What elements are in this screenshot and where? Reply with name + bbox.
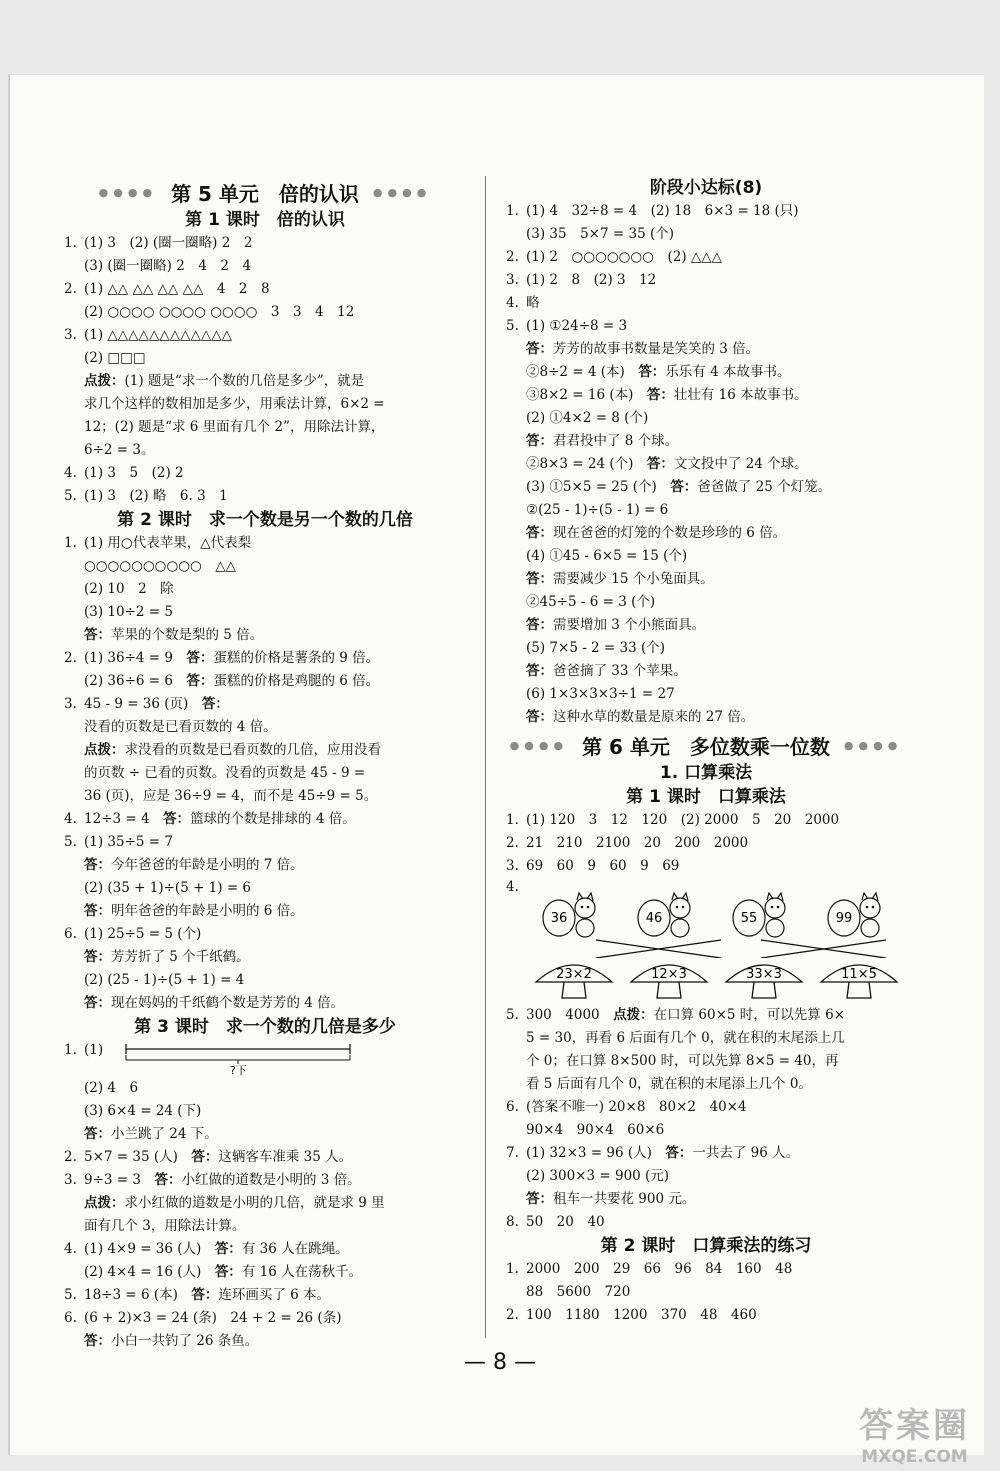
answer-line <box>64 462 466 485</box>
answer-line <box>64 1192 466 1215</box>
line-text: 一共去了 96 人。 <box>692 1145 800 1161</box>
answer-line <box>506 522 906 545</box>
answer-line <box>506 499 906 522</box>
lesson-3-answers <box>64 1077 466 1353</box>
match-lines <box>506 938 906 958</box>
line-text: 蛋糕的价格是薯条的 9 倍。 <box>213 650 380 666</box>
line-number: 3. <box>64 1172 77 1188</box>
squirrel-icon <box>541 892 607 938</box>
line-label: 点拨： <box>84 742 125 758</box>
line-text: (2) 4×4 = 16 (人) <box>84 1264 215 1280</box>
line-text: (1) 3 (2) 略 6. 3 1 <box>84 488 228 504</box>
line-text: 租车一共要花 900 元。 <box>553 1191 696 1207</box>
line-text: 88 5600 720 <box>526 1284 631 1300</box>
line-number: 2. <box>64 1149 77 1165</box>
answer-line <box>64 485 466 508</box>
stage-title: 阶段小达标(8) <box>649 178 763 198</box>
tape-diagram-svg <box>64 1039 466 1077</box>
column-divider <box>485 176 486 1338</box>
answer-line <box>506 1119 906 1142</box>
line-label: 答： <box>526 1191 553 1207</box>
answer-line <box>506 1073 906 1096</box>
line-text: 有 16 人在荡秋千。 <box>241 1264 363 1280</box>
answer-line <box>506 1096 906 1119</box>
line-text: 乐乐有 4 本故事书。 <box>665 364 791 380</box>
answer-line <box>64 831 466 854</box>
line-text: 这种水草的数量是原来的 27 倍。 <box>553 709 755 725</box>
answer-line <box>506 476 906 499</box>
squirrel-number: 99 <box>835 911 852 927</box>
line-text: (3) 6×4 = 24 (下) <box>84 1103 202 1119</box>
answer-line <box>64 624 466 647</box>
line-text: ②8÷2 = 4 (本) <box>526 364 639 380</box>
line-text: 的页数 ÷ 已看的页数。没看的页数是 45 - 9 = <box>84 765 366 781</box>
line-text: (1) 4×9 = 36 (人) <box>84 1241 215 1257</box>
line-label: 答： <box>84 903 111 919</box>
answer-line <box>64 370 466 393</box>
line-number: 1. <box>506 1261 519 1277</box>
answer-line <box>506 200 906 223</box>
answer-line <box>506 1027 906 1050</box>
answer-line <box>506 1258 906 1281</box>
line-label: 答： <box>191 1149 219 1165</box>
line-number: 4. <box>506 295 519 311</box>
lesson-3-title: 第 3 课时 求一个数的几倍是多少 <box>134 1017 396 1037</box>
line-text: 求几个这样的数相加是多少，用乘法计算，6×2 = <box>84 396 385 412</box>
line-text: (2) 10 2 除 <box>84 581 174 597</box>
answer-line <box>64 532 466 555</box>
line-number: 4. <box>64 1241 77 1257</box>
answer-line <box>506 269 906 292</box>
answer-line <box>64 255 466 278</box>
line-label: 答： <box>186 650 214 666</box>
line-number: 6. <box>506 1099 519 1115</box>
line-number: 1. <box>64 535 77 551</box>
line-text: (3) 10÷2 = 5 <box>84 604 173 620</box>
line-text: 在口算 60×5 时，可以先算 6× <box>653 1007 845 1023</box>
line-label: 答： <box>84 1126 111 1142</box>
line-label: 答： <box>526 433 553 449</box>
line-text: (答案不唯一) 20×8 80×2 40×4 <box>526 1099 747 1115</box>
line-text: ②(25 - 1)÷(5 - 1) = 6 <box>526 502 669 518</box>
answer-line <box>506 407 906 430</box>
answer-line <box>506 223 906 246</box>
line-number: 5. <box>506 1007 519 1023</box>
line-text: (2) □□□ <box>84 350 146 366</box>
line-number: 6. <box>64 1310 77 1326</box>
line-label: 点拨： <box>613 1007 654 1023</box>
line-text: 2000 200 29 66 96 84 160 48 <box>526 1261 793 1277</box>
line-text: 需要增加 3 个小熊面具。 <box>553 617 706 633</box>
answer-line <box>64 1146 466 1169</box>
line-text: 100 1180 1200 370 48 460 <box>526 1307 757 1323</box>
answer-line <box>506 1304 906 1327</box>
line-text: 需要减少 15 个小兔面具。 <box>553 571 714 587</box>
answer-line <box>64 877 466 900</box>
line-number: 1. <box>506 203 519 219</box>
line-label: 答： <box>646 387 674 403</box>
line-label: 答： <box>84 1333 111 1349</box>
line-text: (6) 1×3×3×3÷1 = 27 <box>526 686 675 702</box>
subsection-title: 1. 口算乘法 <box>659 763 753 783</box>
line-label: 答： <box>201 696 229 712</box>
line-text: 芳芳折了 5 个千纸鹤。 <box>111 949 250 965</box>
line-label: 答： <box>214 1264 242 1280</box>
line-text: 爸爸做了 25 个灯笼。 <box>697 479 832 495</box>
line-label: 答： <box>526 709 553 725</box>
line-label: 答： <box>186 673 214 689</box>
answer-line <box>506 1004 906 1027</box>
mushroom-expression: 33×3 <box>745 967 782 982</box>
lesson-1-answers-top <box>506 809 906 878</box>
answer-line <box>506 855 906 878</box>
answer-line <box>506 246 906 269</box>
line-text: (2) 300×3 = 900 (元) <box>526 1168 670 1184</box>
line-text: 个 0；在口算 8×500 时，可以先算 8×5 = 40，再 <box>526 1053 839 1069</box>
answer-line <box>506 683 906 706</box>
line-text: 小白一共钓了 26 条鱼。 <box>111 1333 259 1349</box>
line-text: (1) 32×3 = 96 (人) <box>526 1145 666 1161</box>
watermark-url: MXQE.COM <box>861 1447 968 1467</box>
answer-line <box>506 637 906 660</box>
line-text: 12；(2) 题是“求 6 里面有几个 2”，用除法计算， <box>84 419 385 435</box>
answer-line <box>506 832 906 855</box>
answer-line <box>64 969 466 992</box>
line-label: 答： <box>214 1241 242 1257</box>
line-number: 1. <box>64 1042 77 1058</box>
mushroom-icon <box>629 958 709 1000</box>
line-text: (3) (圈一圈略) 2 4 2 4 <box>84 258 252 274</box>
line-text: 这辆客车准乘 35 人。 <box>218 1149 353 1165</box>
line-text: (1) 3 5 (2) 2 <box>84 465 184 481</box>
line-label: 答： <box>646 456 674 472</box>
line-text: (2) ○○○○ ○○○○ ○○○○ 3 3 4 12 <box>84 304 355 320</box>
answer-line <box>506 361 906 384</box>
answer-line <box>64 762 466 785</box>
line-text: (3) ①5×5 = 25 (个) <box>526 479 671 495</box>
line-text: 69 60 9 60 9 69 <box>526 858 680 874</box>
line-number: 2. <box>506 249 519 265</box>
line-text: 90×4 90×4 60×6 <box>526 1122 665 1138</box>
line-text: 今年爸爸的年龄是小明的 7 倍。 <box>111 857 304 873</box>
line-text: (1) 2 ○○○○○○○ (2) △△△ <box>526 249 723 265</box>
line-text: (2) 4 6 <box>84 1080 139 1096</box>
line-text: (5) 7×5 - 2 = 33 (个) <box>526 640 666 656</box>
lesson-1-title: 第 1 课时 倍的认识 <box>185 210 345 230</box>
line-text: 求没看的页数是已看页数的几倍，应用没看 <box>124 742 381 758</box>
answer-line <box>64 1307 466 1330</box>
line-text: 小兰跳了 24 下。 <box>111 1126 218 1142</box>
answer-line <box>64 808 466 831</box>
lesson-2-answers <box>506 1258 906 1327</box>
line-text: 看 5 后面有几个 0，就在积的末尾添上几个 0。 <box>526 1076 812 1092</box>
line-number: 3. <box>64 696 77 712</box>
answer-line <box>64 739 466 762</box>
squirrel-number: 55 <box>740 911 757 927</box>
line-text: (1) 25÷5 = 5 (个) <box>84 926 202 942</box>
mushroom-row <box>506 958 906 1000</box>
line-text: (1) 4 32÷8 = 4 (2) 18 6×3 = 18 (只) <box>526 203 799 219</box>
answer-line <box>64 1215 466 1238</box>
squirrel-mushroom-figure <box>506 878 906 1004</box>
line-label: 答： <box>526 663 553 679</box>
lesson-1-title: 第 1 课时 口算乘法 <box>626 787 786 807</box>
line-label: 答： <box>154 1172 182 1188</box>
mushroom-icon <box>819 958 899 1000</box>
stage-answers <box>506 200 906 729</box>
line-label: 答： <box>665 1145 693 1161</box>
answer-line <box>64 1077 466 1100</box>
tape-diagram <box>64 1039 466 1077</box>
line-number: 3. <box>506 858 519 874</box>
answer-line <box>64 854 466 877</box>
line-text: (1) 35÷5 = 7 <box>84 834 173 850</box>
mushroom-expression: 12×3 <box>650 967 687 982</box>
line-text: (6 + 2)×3 = 24 (条) 24 + 2 = 26 (条) <box>84 1310 342 1326</box>
answer-line <box>64 1261 466 1284</box>
answer-line <box>64 301 466 324</box>
line-text: 36 (页)，应是 36÷9 = 4，而不是 45÷9 = 5。 <box>84 788 378 804</box>
answer-line <box>506 338 906 361</box>
unit-6-title: 第 6 单元 多位数乘一位数 <box>582 734 830 759</box>
line-text: 爸爸摘了 33 个苹果。 <box>553 663 687 679</box>
answer-line <box>64 1284 466 1307</box>
line-text: 求小红做的道数是小明的几倍，就是求 9 里 <box>124 1195 385 1211</box>
decor-dots-right: ●●●● <box>372 185 432 199</box>
answer-line <box>64 670 466 693</box>
mushroom-icon <box>724 958 804 1000</box>
answer-line <box>64 992 466 1015</box>
answer-line <box>64 647 466 670</box>
answer-line <box>506 614 906 637</box>
line-text: 小红做的道数是小明的 3 倍。 <box>181 1172 361 1188</box>
line-text: (1) 用○代表苹果，△代表梨 <box>84 535 252 551</box>
answer-line <box>506 1050 906 1073</box>
answer-line <box>64 716 466 739</box>
squirrel-number: 36 <box>550 911 567 927</box>
answer-line <box>506 591 906 614</box>
line-text: ○○○○○○○○○○ △△ <box>84 558 237 574</box>
squirrel-row <box>506 892 906 938</box>
line-number: 2. <box>506 835 519 851</box>
line-number: 1. <box>64 235 77 251</box>
squirrel-icon <box>636 892 702 938</box>
line-text: (1) 2 8 (2) 3 12 <box>526 272 657 288</box>
line-text: 芳芳的故事书数量是笑笑的 3 倍。 <box>553 341 760 357</box>
line-text: 君君投中了 8 个球。 <box>553 433 679 449</box>
tape-label: (1) <box>84 1042 104 1058</box>
line-number: 6. <box>64 926 77 942</box>
line-text: 6÷2 = 3。 <box>84 442 155 458</box>
line-number: 2. <box>64 281 77 297</box>
line-text: 篮球的个数是排球的 4 倍。 <box>190 811 356 827</box>
line-number: 5. <box>64 834 77 850</box>
squirrel-number: 46 <box>645 911 662 927</box>
answer-line <box>506 1211 906 1234</box>
line-label: 点拨： <box>84 1195 125 1211</box>
lesson-2-title: 第 2 课时 求一个数是另一个数的几倍 <box>117 510 413 530</box>
line-text: 5 = 30，再看 6 后面有几个 0，就在积的末尾添上几 <box>526 1030 845 1046</box>
page-number: — 8 — <box>464 1350 536 1375</box>
line-text: (1) 3 (2) (圈一圈略) 2 2 <box>84 235 253 251</box>
answer-line <box>64 555 466 578</box>
answer-line <box>64 1169 466 1192</box>
line-text: 明年爸爸的年龄是小明的 6 倍。 <box>111 903 304 919</box>
line-number: 5. <box>506 318 519 334</box>
lesson-2-answers <box>64 532 466 1015</box>
line-text: (1) △△ △△ △△ △△ 4 2 8 <box>84 281 270 297</box>
answer-line <box>64 278 466 301</box>
answer-line <box>64 393 466 416</box>
answer-line <box>64 785 466 808</box>
line-text: 21 210 2100 20 200 2000 <box>526 835 749 851</box>
mushroom-expression: 11×5 <box>840 967 877 982</box>
line-text: 18÷3 = 6 (本) <box>84 1287 192 1303</box>
line-label: 答： <box>84 949 111 965</box>
decor-dots-left: ●●●● <box>509 738 569 752</box>
answer-line <box>64 439 466 462</box>
line-text: (1) 题是“求一个数的几倍是多少”，就是 <box>124 373 365 389</box>
line-text: 5×7 = 35 (人) <box>84 1149 192 1165</box>
answer-line <box>64 900 466 923</box>
unit-5-header <box>64 176 466 208</box>
squirrel-icon <box>731 892 797 938</box>
line-label: 答： <box>638 364 666 380</box>
line-text: (3) 35 5×7 = 35 (个) <box>526 226 674 242</box>
answer-line <box>64 324 466 347</box>
line-number: 5. <box>64 1287 77 1303</box>
line-number: 5. <box>64 488 77 504</box>
line-label: 答： <box>526 341 553 357</box>
line-number: 4. <box>64 811 77 827</box>
answer-line <box>506 384 906 407</box>
decor-dots-right: ●●●● <box>843 738 903 752</box>
line-label: 答： <box>526 571 553 587</box>
answer-line <box>64 693 466 716</box>
line-text: ②45÷5 - 6 = 3 (个) <box>526 594 656 610</box>
line-number: 7. <box>506 1145 519 1161</box>
lesson-1-answers-bottom <box>506 1004 906 1234</box>
line-text: 连环画买了 6 本。 <box>218 1287 331 1303</box>
line-number: 3. <box>506 272 519 288</box>
left-column <box>64 176 466 1353</box>
line-number: 1. <box>506 812 519 828</box>
mushroom-expression: 23×2 <box>555 967 592 982</box>
answer-line <box>64 1238 466 1261</box>
answer-line <box>64 946 466 969</box>
line-number: 2. <box>506 1307 519 1323</box>
answer-line <box>64 923 466 946</box>
answer-line <box>64 416 466 439</box>
line-label: 答： <box>526 617 553 633</box>
answer-line <box>64 347 466 370</box>
line-label: 答： <box>191 1287 219 1303</box>
line-text: 面有几个 3，用除法计算。 <box>84 1218 246 1234</box>
answer-line <box>506 1142 906 1165</box>
line-text: (2) (35 + 1)÷(5 + 1) = 6 <box>84 880 252 896</box>
answer-line <box>64 1123 466 1146</box>
line-number: 8. <box>506 1214 519 1230</box>
line-number: 3. <box>64 327 77 343</box>
answer-line <box>506 430 906 453</box>
tape-question: ?下 <box>230 1064 247 1077</box>
line-label: 答： <box>670 479 698 495</box>
watermark-main: 答案圈 <box>859 1406 970 1446</box>
unit-5-title: 第 5 单元 倍的认识 <box>171 181 359 206</box>
line-label: 答： <box>526 525 553 541</box>
answer-line <box>64 578 466 601</box>
line-text: 略 <box>526 295 540 311</box>
line-label: 答： <box>84 627 111 643</box>
squirrel-icon <box>826 892 892 938</box>
answer-line <box>506 1165 906 1188</box>
line-text: (1) ①24÷8 = 3 <box>526 318 628 334</box>
lesson-1-answers <box>64 232 466 508</box>
line-text: 壮壮有 16 本故事书。 <box>673 387 808 403</box>
answer-line <box>506 660 906 683</box>
line-label: 答： <box>84 857 111 873</box>
answer-line <box>506 545 906 568</box>
answer-line <box>506 809 906 832</box>
decor-dots-left: ●●●● <box>98 185 158 199</box>
line-number: 4. <box>506 880 519 893</box>
mushroom-icon <box>534 958 614 1000</box>
line-text: 文文投中了 24 个球。 <box>673 456 808 472</box>
answer-line <box>506 292 906 315</box>
line-text: 有 36 人在跳绳。 <box>241 1241 349 1257</box>
answer-line <box>506 453 906 476</box>
watermark <box>859 1398 970 1467</box>
line-text: (1) 120 3 12 120 (2) 2000 5 20 2000 <box>526 812 840 828</box>
line-text: 没看的页数是已看页数的 4 倍。 <box>84 719 277 735</box>
line-label: 答： <box>163 811 191 827</box>
lesson-2-title: 第 2 课时 口算乘法的练习 <box>600 1236 812 1256</box>
answer-line <box>64 1100 466 1123</box>
line-text: (1) △△△△△△△△△△△△ <box>84 327 232 343</box>
line-text: (2) 36÷6 = 6 <box>84 673 187 689</box>
line-text: (4) ①45 - 6×5 = 15 (个) <box>526 548 688 564</box>
answer-line <box>506 706 906 729</box>
line-label: 答： <box>84 995 111 1011</box>
line-label: 点拨： <box>84 373 125 389</box>
answer-line <box>506 315 906 338</box>
line-text: 50 20 40 <box>526 1214 605 1230</box>
line-text: 45 - 9 = 36 (页) <box>84 696 202 712</box>
line-number: 2. <box>64 650 77 666</box>
line-text: 苹果的个数是梨的 5 倍。 <box>111 627 264 643</box>
line-text: 300 4000 <box>526 1007 614 1023</box>
answer-line <box>64 232 466 255</box>
line-text: (1) 36÷4 = 9 <box>84 650 187 666</box>
answer-line <box>64 601 466 624</box>
line-text: ②8×3 = 24 (个) <box>526 456 647 472</box>
answer-line <box>506 1281 906 1304</box>
line-text: 12÷3 = 4 <box>84 811 164 827</box>
line-text: 蛋糕的价格是鸡腿的 6 倍。 <box>213 673 380 689</box>
line-text: 9÷3 = 3 <box>84 1172 155 1188</box>
line-text: 现在爸爸的灯笼的个数是珍珍的 6 倍。 <box>553 525 787 541</box>
answer-line <box>506 1188 906 1211</box>
line-number: 4. <box>64 465 77 481</box>
line-text: ③8×2 = 16 (本) <box>526 387 647 403</box>
line-text: (2) (25 - 1)÷(5 + 1) = 4 <box>84 972 245 988</box>
answer-line <box>506 568 906 591</box>
line-text: 现在妈妈的千纸鹤个数是芳芳的 4 倍。 <box>111 995 345 1011</box>
right-column <box>506 176 906 1327</box>
line-text: (2) ①4×2 = 8 (个) <box>526 410 649 426</box>
unit-6-header <box>506 729 906 761</box>
